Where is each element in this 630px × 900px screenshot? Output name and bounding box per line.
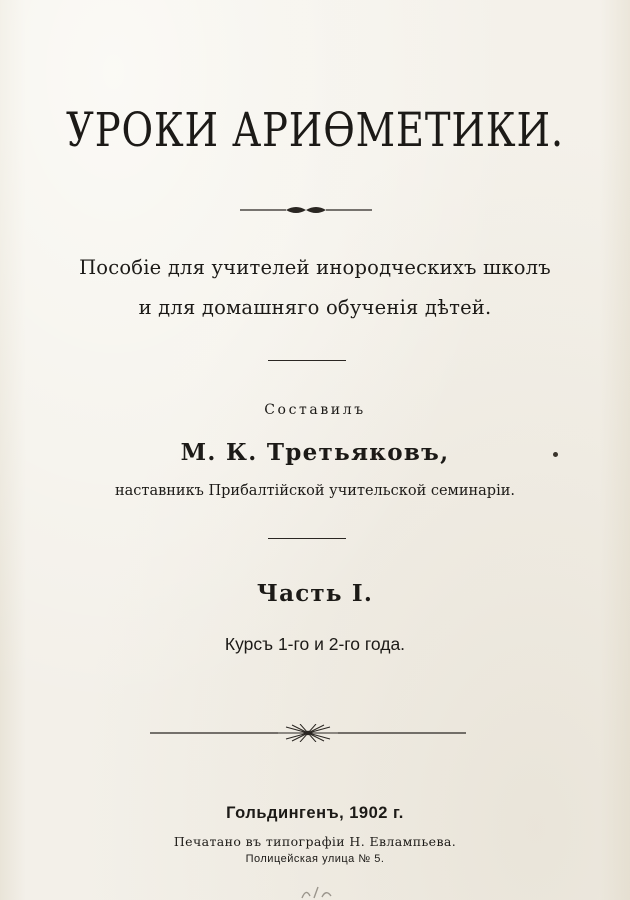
street-line: Полицейская улица № 5. <box>245 853 385 865</box>
pencil-mark <box>298 884 338 900</box>
bottom-ornament <box>150 724 466 742</box>
subtitle-line-2: и для домашняго обученія дѣтей. <box>138 296 492 319</box>
imprint-place-year: Гольдингенъ, 1902 г. <box>226 804 404 822</box>
divider-1 <box>268 360 346 361</box>
subtitle-line-1: Пособіе для учителей инородческихъ школъ <box>79 256 551 279</box>
compiled-by: Составилъ <box>264 402 366 418</box>
printer-line: Печатано въ типографіи Н. Евлампьева. <box>173 834 457 849</box>
book-title: УРОКИ АРИѲМЕТИКИ. <box>66 103 564 158</box>
ink-speck <box>553 452 558 457</box>
author-position: наставникъ Прибалтійской учительской семинаріи. <box>115 483 515 499</box>
course-label: Курсъ 1-го и 2-го года. <box>224 634 406 654</box>
author-name: М. К. Третьяковъ, <box>180 439 450 466</box>
title-ornament <box>240 203 372 217</box>
part-heading: Часть I. <box>256 580 374 607</box>
divider-2 <box>268 538 346 539</box>
